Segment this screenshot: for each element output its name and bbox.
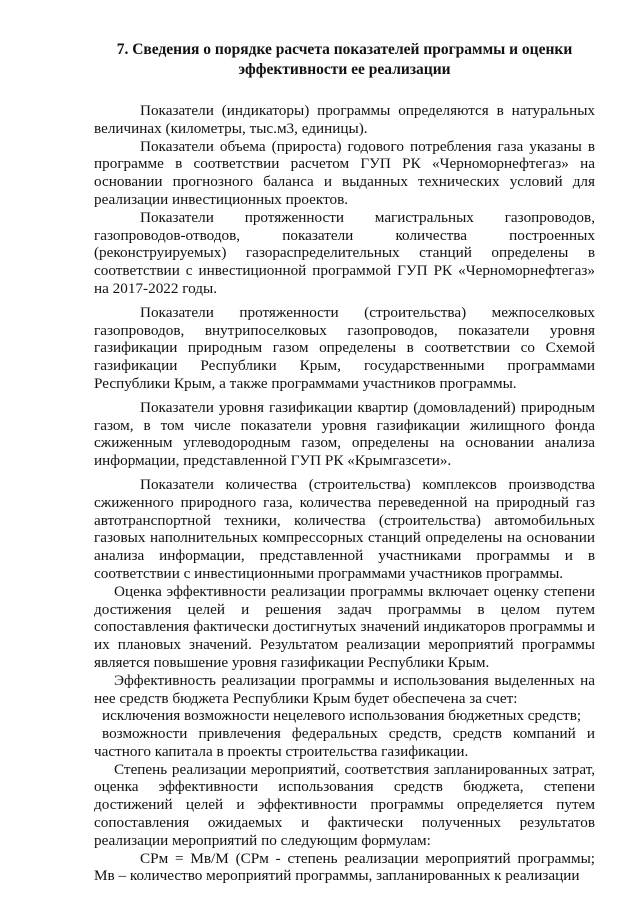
paragraph-formula: СРм = Мв/М (СРм - степень реализации мероприятий программы; Мв – количество мероприятий программы, запланированных к реализации — [94, 849, 595, 885]
paragraph-intersettlement-pipelines: Показатели протяженности (строительства) межпоселковых газопроводов, внутрипоселковых газопроводов, показатели уровня газификации природным газом определены в соответствии со Схемой газификации Республики Крым, государственными программами Республики Крым, а также программами участников программы. — [94, 303, 595, 392]
list-item-misuse-exclusion: исключения возможности нецелевого использования бюджетных средств; — [102, 707, 582, 725]
paragraph-gas-consumption: Показатели объема (прироста) годового потребления газа указаны в программе в соответствии расчетом ГУП РК «Черноморнефтегаз» на основании прогнозного баланса и выданных технических условий для реализации инвестиционных проектов. — [94, 137, 595, 208]
paragraph-lng-complexes: Показатели количества (строительства) комплексов производства сжиженного природного газа, количества переведенной на природный газ автотранспортной техники, количества (строительства) автомобильных газовых наполнительных компрессорных станций определены на основании анализа информации, представленной участниками программы и в соответствии с инвестиционными программами участников программы. — [94, 475, 595, 582]
paragraph-apartment-gasification: Показатели уровня газификации квартир (домовладений) природным газом, в том числе показатели уровня газификации жилищного фонда сжиженным углеводородным газом, определены на основании анализа информации, представленной ГУП РК «Крымгазсети». — [94, 398, 595, 470]
paragraph-implementation-degree: Степень реализации мероприятий, соответствия запланированных затрат, оценка эффективности использования средств бюджета, степени достижений целей и эффективности программы определяется путем сопоставления ожидаемых и фактически полученных результатов реализации мероприятий по следующим формулам: — [94, 760, 595, 849]
section-heading — [94, 40, 595, 80]
paragraph-budget-efficiency: Эффективность реализации программы и использования выделенных на нее средств бюджета Республики Крым будет обеспечена за счет: — [94, 671, 595, 707]
paragraph-indicators-units: Показатели (индикаторы) программы определяются в натуральных величинах (километры, тыс.м3, единицы). — [94, 102, 595, 137]
heading-line-1: 7. Сведения о порядке расчета показателей программы и оценки — [116, 41, 573, 58]
paragraph-efficiency-evaluation: Оценка эффективности реализации программы включает оценку степени достижения целей и решения задач программы в целом путем сопоставления фактически достигнутых значений индикаторов программы и их плановых значений. Результатом реализации мероприятий программы является повышение уровня газификации Республики Крым. — [94, 582, 595, 671]
list-item-funding-attraction: возможности привлечения федеральных средств, средств компаний и частного капитала в проекты строительства газификации. — [94, 725, 595, 760]
heading-line-2: эффективности ее реализации — [238, 61, 451, 78]
paragraph-main-pipelines: Показатели протяженности магистральных газопроводов, газопроводов-отводов, показатели количества построенных (реконструируемых) газораспределительных станций определены в соответствии с инвестиционной программой ГУП РК «Черноморнефтегаз» на 2017-2022 годы. — [94, 208, 595, 297]
